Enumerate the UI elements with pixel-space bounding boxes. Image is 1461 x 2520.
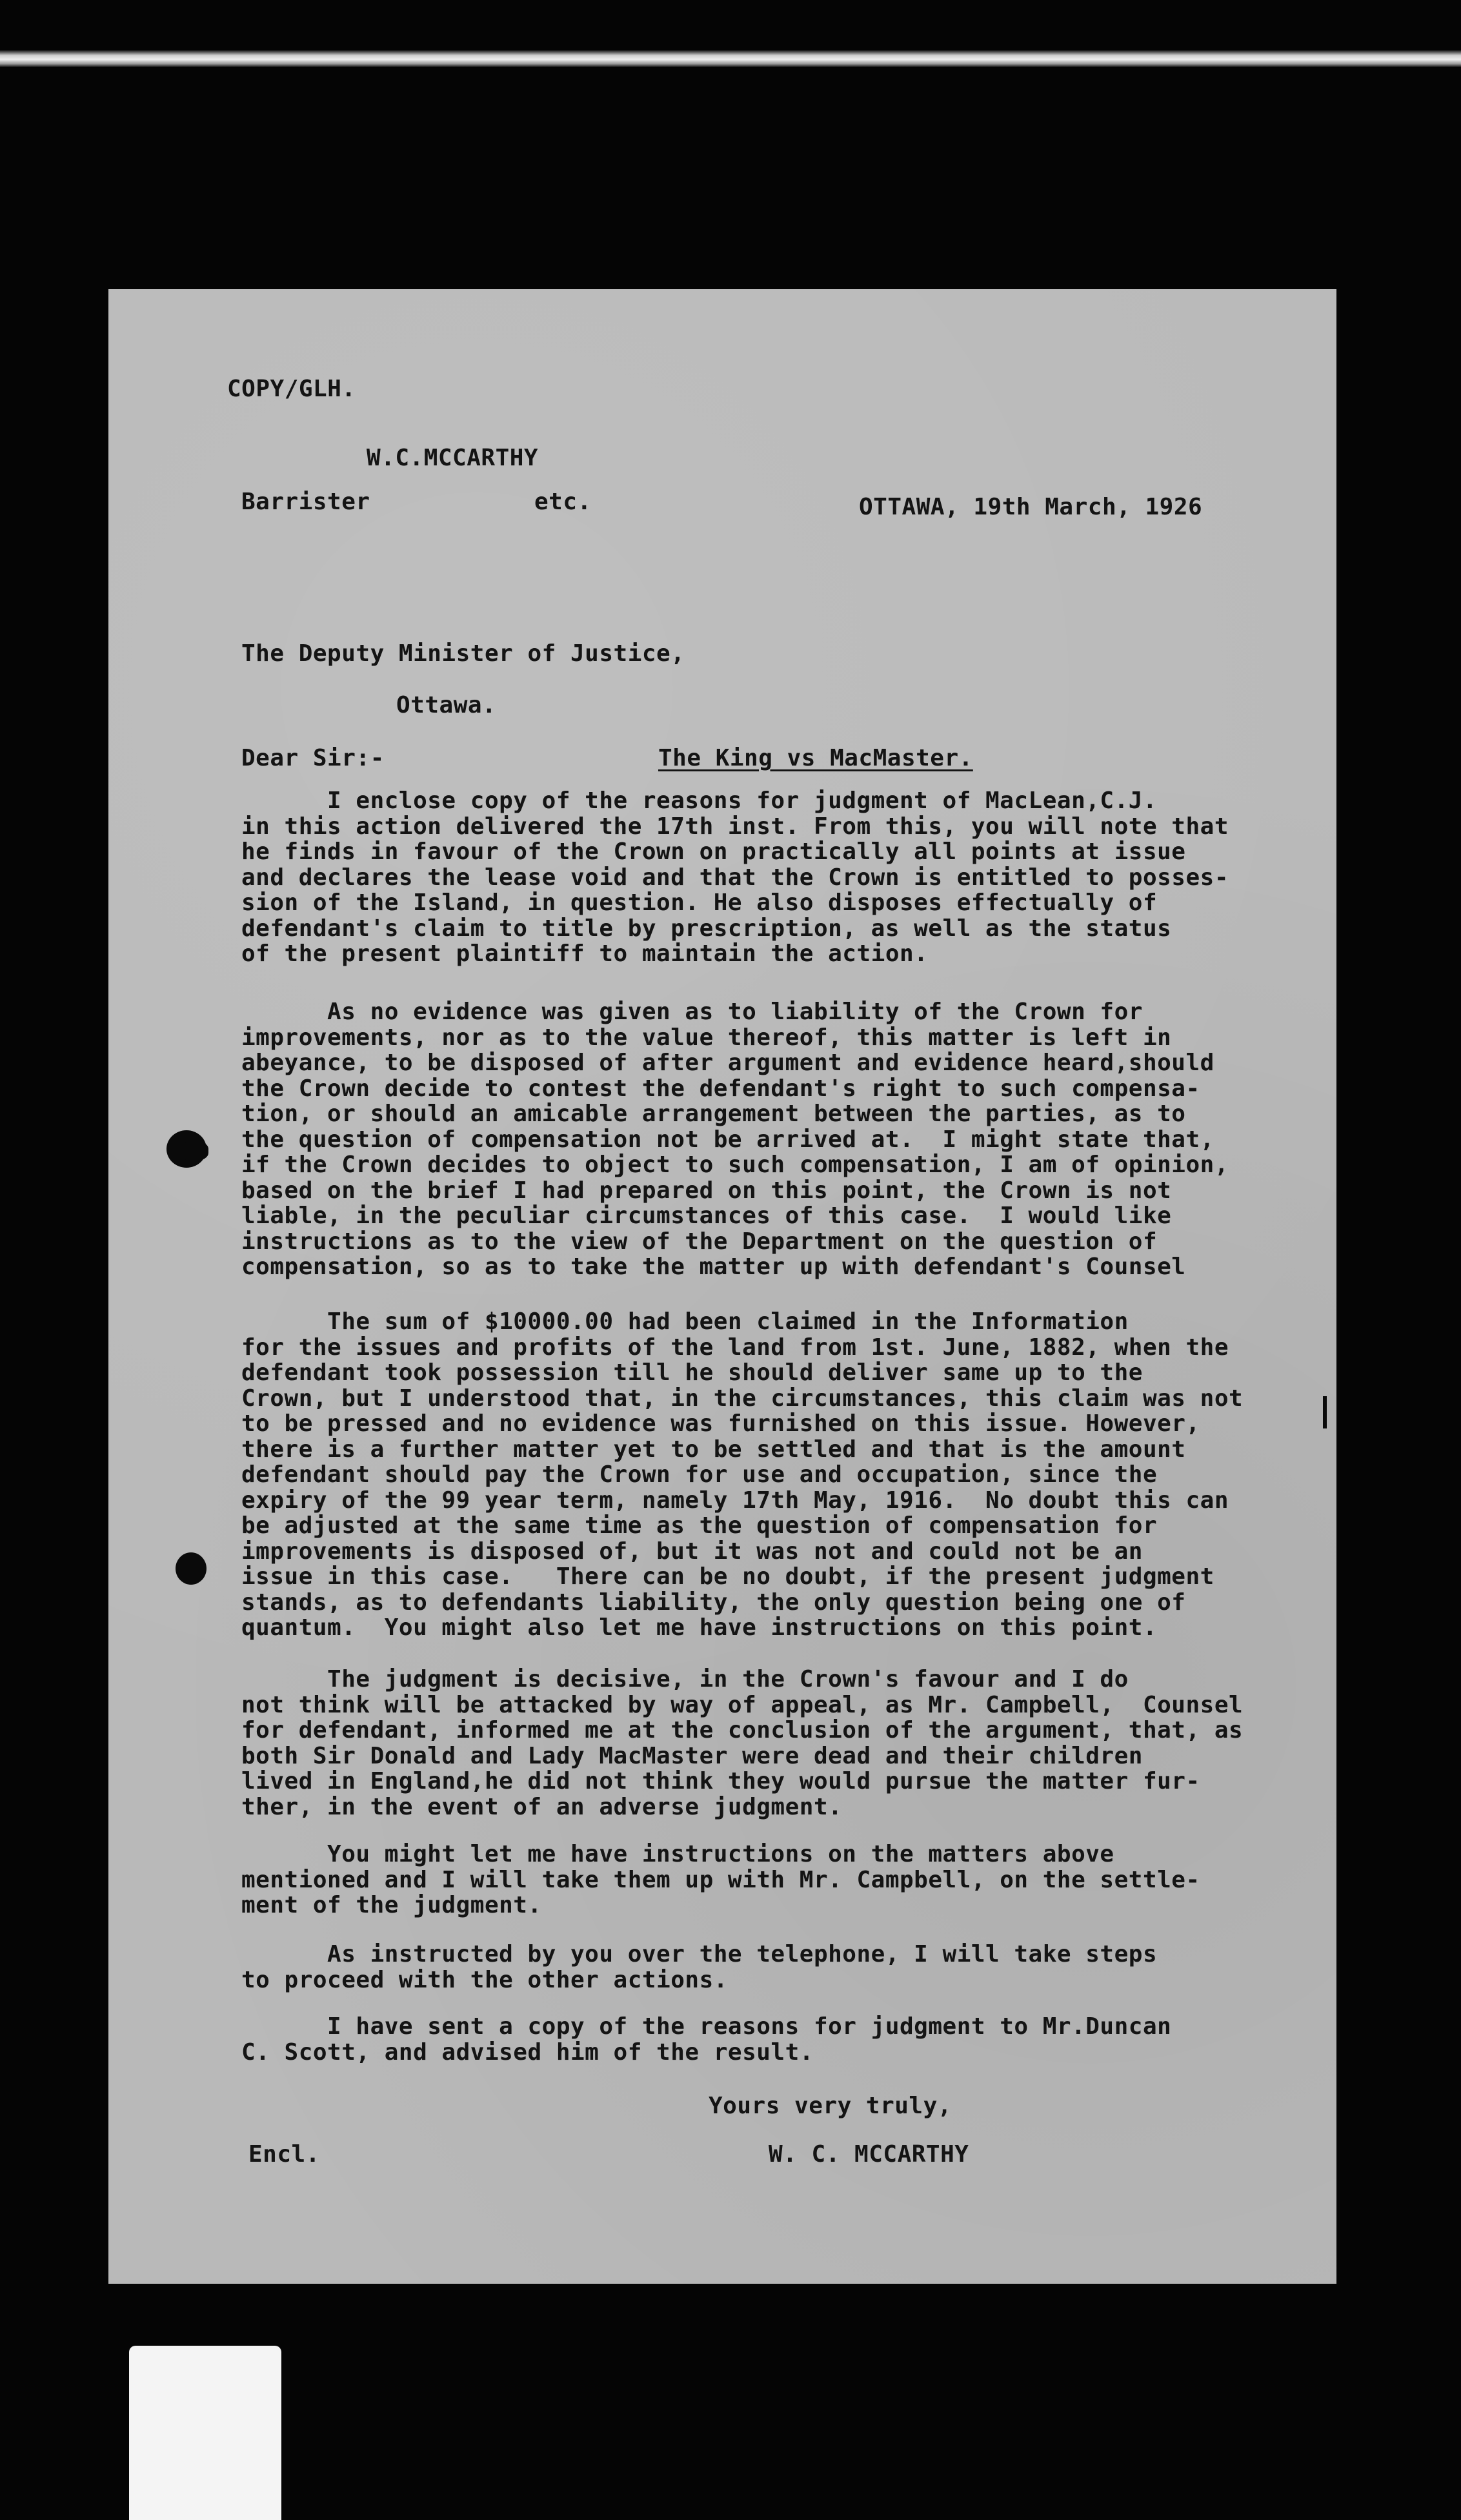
text-line: As no evidence was given as to liability of the Crown for: [241, 999, 1143, 1025]
text-line: defendant's claim to title by prescription, as well as the status: [241, 915, 1172, 942]
text-line: to proceed with the other actions.: [241, 1966, 728, 1993]
text-line: sion of the Island, in question. He also disposes effectually of: [241, 889, 1158, 916]
text-line: Crown, but I understood that, in the circumstances, this claim was not: [241, 1385, 1244, 1412]
text-line: he finds in favour of the Crown on practically all points at issue: [241, 838, 1186, 865]
text-line: not think will be attacked by way of appeal, as Mr. Campbell, Counsel: [241, 1691, 1244, 1718]
text-line: I enclose copy of the reasons for judgment of MacLean,C.J.: [241, 788, 1158, 814]
text-line: ther, in the event of an adverse judgment.: [241, 1793, 843, 1820]
text-line: issue in this case. There can be no doubt, if the present judgment: [241, 1563, 1214, 1590]
text-line: As instructed by you over the telephone, I will take steps: [241, 1941, 1158, 1967]
text-line: in this action delivered the 17th inst. From this, you will note that: [241, 813, 1229, 840]
text-line: stands, as to defendants liability, the only question being one of: [241, 1589, 1186, 1616]
margin-mark: [1323, 1396, 1327, 1428]
text-line: abeyance, to be disposed of after argument and evidence heard,should: [241, 1050, 1214, 1076]
text-line: compensation, so as to take the matter up with defendant's Counsel: [241, 1254, 1186, 1280]
place-date: OTTAWA, 19th March, 1926: [859, 494, 1203, 520]
film-label-card: [129, 2346, 281, 2520]
paragraph-5: [241, 1842, 1200, 1918]
text-line: based on the brief I had prepared on this point, the Crown is not: [241, 1177, 1172, 1204]
text-line: mentioned and I will take them up with Mr. Campbell, on the settle-: [241, 1866, 1200, 1893]
subject-line: The King vs MacMaster.: [658, 745, 973, 771]
text-line: quantum. You might also let me have instructions on this point.: [241, 1614, 1158, 1641]
text-line: be adjusted at the same time as the question of compensation for: [241, 1512, 1158, 1539]
text-line: both Sir Donald and Lady MacMaster were dead and their children: [241, 1742, 1143, 1769]
sender-name: W.C.MCCARTHY: [367, 445, 539, 471]
paragraph-7: [241, 2014, 1171, 2065]
signature: W. C. MCCARTHY: [769, 2141, 969, 2168]
text-line: of the present plaintiff to maintain the action.: [241, 940, 929, 967]
text-line: if the Crown decides to object to such compensation, I am of opinion,: [241, 1152, 1229, 1178]
paragraph-2: [241, 999, 1229, 1280]
text-line: for defendant, informed me at the conclusion of the argument, that, as: [241, 1717, 1244, 1743]
paragraph-1: [241, 788, 1229, 967]
text-line: the Crown decide to contest the defendant's right to such compensa-: [241, 1075, 1200, 1102]
text-line: The sum of $10000.00 had been claimed in the Information: [241, 1308, 1129, 1335]
text-line: tion, or should an amicable arrangement between the parties, as to: [241, 1101, 1186, 1127]
sender-title: Barrister: [241, 489, 370, 515]
text-line: The judgment is decisive, in the Crown's favour and I do: [241, 1666, 1129, 1692]
text-line: the question of compensation not be arrived at. I might state that,: [241, 1126, 1214, 1153]
text-line: improvements, nor as to the value thereof, this matter is left in: [241, 1024, 1172, 1051]
text-line: there is a further matter yet to be settled and that is the amount: [241, 1436, 1186, 1463]
text-line: C. Scott, and advised him of the result.: [241, 2038, 814, 2066]
text-line: ment of the judgment.: [241, 1892, 542, 1918]
text-line: and declares the lease void and that the Crown is entitled to posses-: [241, 864, 1229, 891]
closing: Yours very truly,: [709, 2093, 952, 2119]
ink-blot: [179, 1141, 208, 1161]
text-line: defendant took possession till he should deliver same up to the: [241, 1359, 1143, 1386]
film-edge: [0, 50, 1461, 67]
recipient-line-2: Ottawa.: [396, 692, 497, 718]
text-line: instructions as to the view of the Department on the question of: [241, 1228, 1158, 1255]
paragraph-4: [241, 1667, 1243, 1820]
recipient-line-1: The Deputy Minister of Justice,: [241, 640, 685, 667]
text-line: You might let me have instructions on the matters above: [241, 1841, 1114, 1867]
text-line: lived in England,he did not think they would pursue the matter fur-: [241, 1768, 1200, 1794]
text-line: for the issues and profits of the land from 1st. June, 1882, when the: [241, 1334, 1229, 1361]
text-line: improvements is disposed of, but it was not and could not be an: [241, 1538, 1143, 1565]
letter-page: [108, 289, 1336, 2284]
text-line: I have sent a copy of the reasons for judgment to Mr.Duncan: [241, 2013, 1172, 2040]
salutation: Dear Sir:-: [241, 745, 385, 771]
text-line: expiry of the 99 year term, namely 17th May, 1916. No doubt this can: [241, 1487, 1229, 1514]
enclosure-mark: Encl.: [248, 2141, 320, 2168]
paragraph-3: [241, 1309, 1243, 1641]
sender-etc: etc.: [534, 489, 592, 515]
text-line: to be pressed and no evidence was furnished on this issue. However,: [241, 1410, 1200, 1437]
copy-mark: COPY/GLH.: [227, 376, 356, 402]
paragraph-6: [241, 1942, 1157, 1993]
text-line: defendant should pay the Crown for use and occupation, since the: [241, 1461, 1158, 1488]
text-line: liable, in the peculiar circumstances of this case. I would like: [241, 1203, 1172, 1229]
ink-blot: [176, 1552, 207, 1585]
